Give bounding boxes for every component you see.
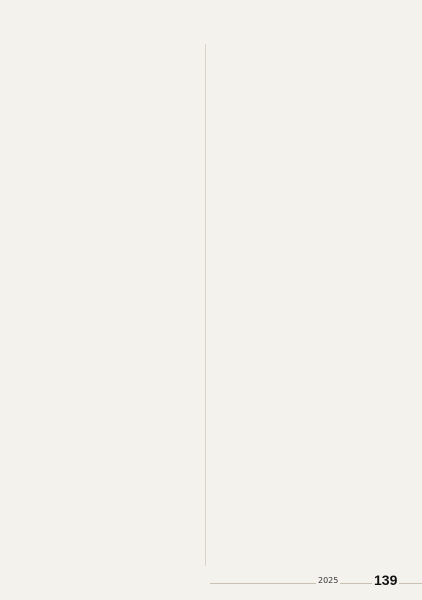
column-divider (205, 44, 206, 566)
page-footer (0, 574, 422, 592)
page-number: 139 (374, 572, 398, 588)
issue-date: 2025 (318, 576, 339, 585)
article-text-right-column (212, 44, 384, 566)
article-text-left-column (28, 44, 200, 566)
